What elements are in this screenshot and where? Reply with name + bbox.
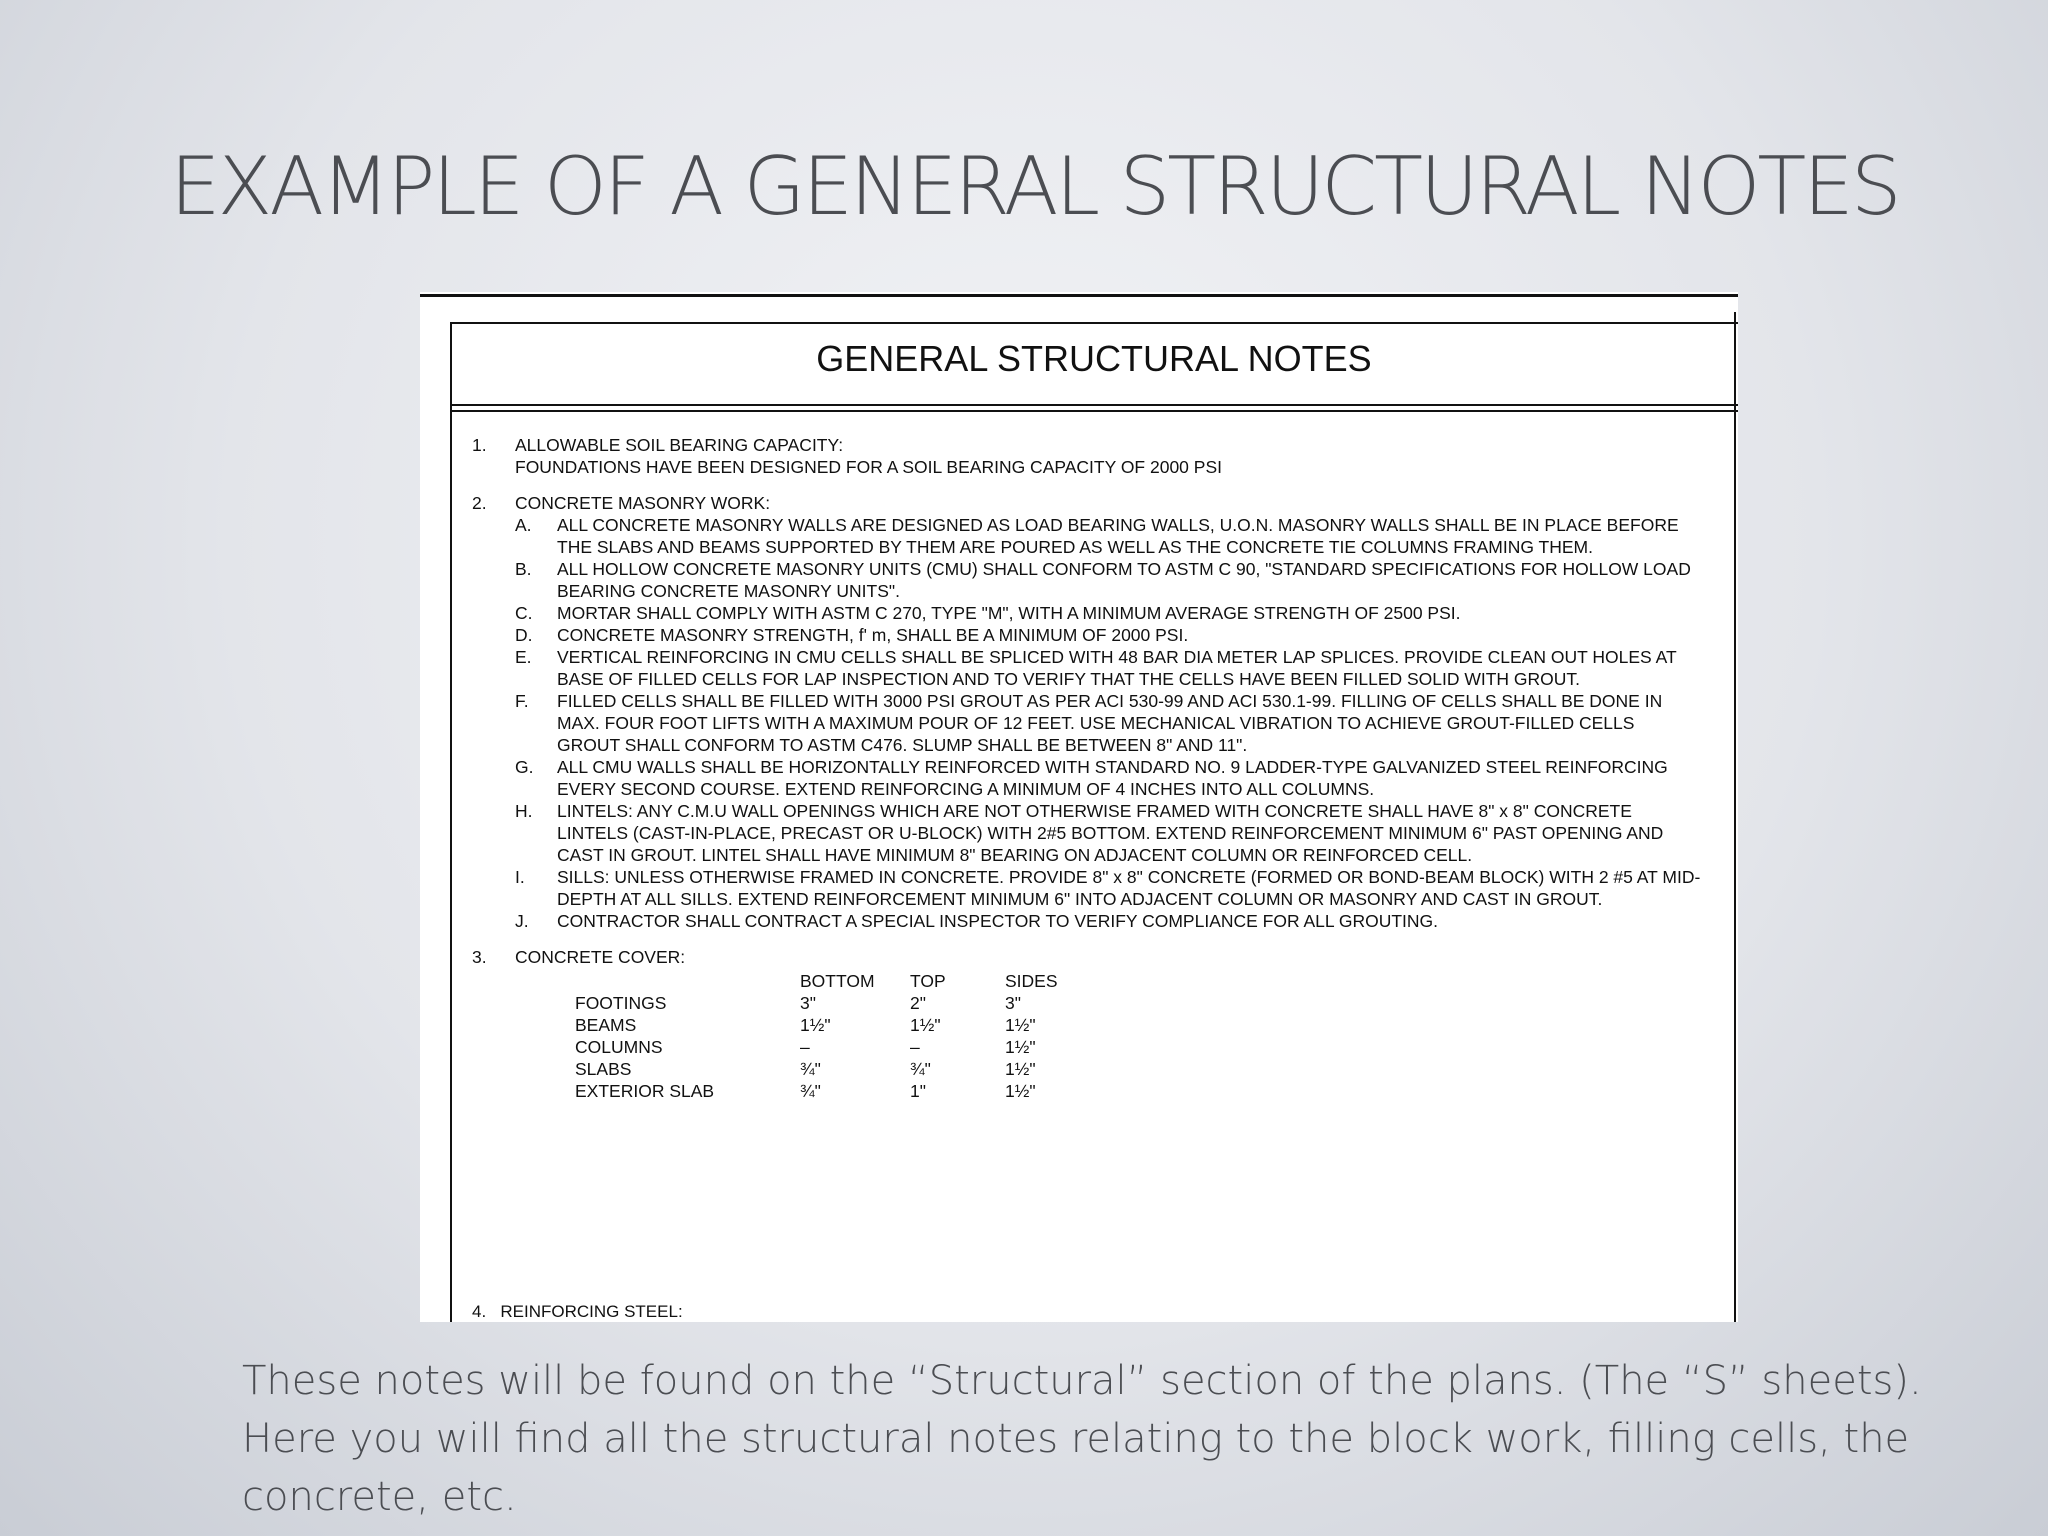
table-cell: ¾" (800, 1059, 821, 1079)
table-header: SIDES (1005, 971, 1058, 991)
table-header: BOTTOM (800, 971, 875, 991)
document-title-box (450, 322, 1738, 406)
document-top-rule (420, 294, 1738, 297)
document-frame-right (1734, 312, 1736, 1322)
note-item-1 (472, 434, 1702, 478)
table-cell: 1½" (1005, 1081, 1036, 1101)
sub-item-f (515, 690, 1702, 756)
note-number: 1. (472, 435, 487, 455)
table-cell: EXTERIOR SLAB (575, 1081, 715, 1101)
table-cell: – (910, 1037, 920, 1057)
table-cell: 3" (1005, 993, 1021, 1013)
sub-letter: E. (515, 647, 532, 667)
sub-text: MORTAR SHALL COMPLY WITH ASTM C 270, TYPE "M", WITH A MINIMUM AVERAGE STRENGTH OF 2500 PSI. (557, 603, 1461, 623)
concrete-cover-table (575, 970, 1085, 1102)
sub-item-b (515, 558, 1702, 602)
note-item-3 (472, 946, 1702, 1102)
sub-text: CONCRETE MASONRY STRENGTH, f' m, SHALL BE A MINIMUM OF 2000 PSI. (557, 625, 1189, 645)
sub-text: VERTICAL REINFORCING IN CMU CELLS SHALL BE SPLICED WITH 48 BAR DIA METER LAP SPLICES. PROVIDE CLEAN OUT HOLES AT BASE OF FILLED CELLS FOR LAP INSPECTION AND TO VERIFY THAT THE CELLS HAVE BEEN FILLED SOLID WITH GROUT. (557, 647, 1677, 689)
table-cell: ¾" (910, 1059, 931, 1079)
sub-letter: G. (515, 757, 534, 777)
note-number: 4. (472, 1302, 487, 1321)
table-cell: 1½" (1005, 1037, 1036, 1057)
sub-item-d (515, 624, 1702, 646)
sub-item-g (515, 756, 1702, 800)
table-cell: 1½" (1005, 1015, 1036, 1035)
note-heading: CONCRETE MASONRY WORK: (515, 493, 771, 513)
table-cell: FOOTINGS (575, 993, 667, 1013)
sub-letter: D. (515, 625, 533, 645)
table-header (575, 970, 800, 992)
note-number: 2. (472, 493, 487, 513)
sub-letter: H. (515, 801, 533, 821)
slide-caption: These notes will be found on the “Structural” section of the plans. (The “S” sheets). Here you will find all the structural notes relating to the block work, filling cells, the concrete, etc. (242, 1358, 1922, 1520)
table-cell: SLABS (575, 1059, 632, 1079)
sub-letter: I. (515, 867, 525, 887)
table-row (575, 992, 1085, 1014)
sub-item-i (515, 866, 1702, 910)
sub-text: FILLED CELLS SHALL BE FILLED WITH 3000 PSI GROUT AS PER ACI 530-99 AND ACI 530.1-99. FILLING OF CELLS SHALL BE DONE IN MAX. FOUR FOOT LIFTS WITH A MAXIMUM POUR OF 12 FEET. USE MECHANICAL VIBRATION TO ACHIEVE GROUT-FILLED CELLS GROUT SHALL CONFORM TO ASTM C476. SLUMP SHALL BE BETWEEN 8" AND 11". (557, 691, 1663, 755)
notes-list (472, 434, 1702, 1116)
sub-text: CONTRACTOR SHALL CONTRACT A SPECIAL INSPECTOR TO VERIFY COMPLIANCE FOR ALL GROUTING. (557, 911, 1439, 931)
sub-letter: F. (515, 691, 529, 711)
note-item-2 (472, 492, 1702, 932)
note-heading: CONCRETE COVER: (515, 947, 686, 967)
sub-text: ALL CMU WALLS SHALL BE HORIZONTALLY REINFORCED WITH STANDARD NO. 9 LADDER-TYPE GALVANIZED STEEL REINFORCING EVERY SECOND COURSE. EXTEND REINFORCING A MINIMUM OF 4 INCHES INTO ALL COLUMNS. (557, 757, 1668, 799)
note-text: FOUNDATIONS HAVE BEEN DESIGNED FOR A SOIL BEARING CAPACITY OF 2000 PSI (515, 457, 1222, 477)
table-cell: BEAMS (575, 1015, 637, 1035)
sub-letter: J. (515, 911, 529, 931)
document-title: GENERAL STRUCTURAL NOTES (816, 338, 1372, 379)
table-cell: 1½" (910, 1015, 941, 1035)
sub-letter: B. (515, 559, 532, 579)
sub-text: LINTELS: ANY C.M.U WALL OPENINGS WHICH ARE NOT OTHERWISE FRAMED WITH CONCRETE SHALL HAVE 8" x 8" CONCRETE LINTELS (CAST-IN-PLACE, PRECAST OR U-BLOCK) WITH 2#5 BOTTOM. EXTEND REINFORCEMENT MINIMUM 6" PAST OPENING AND CAST IN GROUT. LINTEL SHALL HAVE MINIMUM 8" BEARING ON ADJACENT COLUMN OR REINFORCED CELL. (557, 801, 1664, 865)
table-row (575, 1036, 1085, 1058)
sub-item-h (515, 800, 1702, 866)
table-cell: 2" (910, 993, 926, 1013)
sub-text: SILLS: UNLESS OTHERWISE FRAMED IN CONCRETE. PROVIDE 8" x 8" CONCRETE (FORMED OR BOND-BEAM BLOCK) WITH 2 #5 AT MID-DEPTH AT ALL SILLS. EXTEND REINFORCEMENT MINIMUM 6" INTO ADJACENT COLUMN OR MASONRY AND CAST IN GROUT. (557, 867, 1701, 909)
sub-letter: C. (515, 603, 533, 623)
table-cell: 1" (910, 1081, 926, 1101)
table-header-row (575, 970, 1085, 992)
slide-title: EXAMPLE OF A GENERAL STRUCTURAL NOTES (170, 140, 1899, 233)
note-heading: REINFORCING STEEL: (500, 1302, 683, 1321)
sub-text: ALL HOLLOW CONCRETE MASONRY UNITS (CMU) SHALL CONFORM TO ASTM C 90, "STANDARD SPECIFICATIONS FOR HOLLOW LOAD BEARING CONCRETE MASONRY UNITS". (557, 559, 1691, 601)
sub-item-j (515, 910, 1702, 932)
note-number: 3. (472, 947, 487, 967)
sub-text: ALL CONCRETE MASONRY WALLS ARE DESIGNED AS LOAD BEARING WALLS, U.O.N. MASONRY WALLS SHALL BE IN PLACE BEFORE THE SLABS AND BEAMS SUPPORTED BY THEM ARE POURED AS WELL AS THE CONCRETE TIE COLUMNS FRAMING THEM. (557, 515, 1679, 557)
sub-letter: A. (515, 515, 532, 535)
table-row (575, 1080, 1085, 1102)
sub-item-e (515, 646, 1702, 690)
sub-item-c (515, 602, 1702, 624)
note-heading: ALLOWABLE SOIL BEARING CAPACITY: (515, 435, 844, 455)
table-cell: ¾" (800, 1081, 821, 1101)
table-row (575, 1058, 1085, 1080)
table-header: TOP (910, 971, 946, 991)
document-scan (420, 292, 1738, 1322)
table-cell: COLUMNS (575, 1037, 663, 1057)
note-item-4 (472, 1302, 683, 1322)
table-cell: 1½" (1005, 1059, 1036, 1079)
document-title-rule (450, 410, 1738, 412)
table-cell: 1½" (800, 1015, 831, 1035)
table-cell: – (800, 1037, 810, 1057)
sub-item-a (515, 514, 1702, 558)
table-cell: 3" (800, 993, 816, 1013)
table-row (575, 1014, 1085, 1036)
